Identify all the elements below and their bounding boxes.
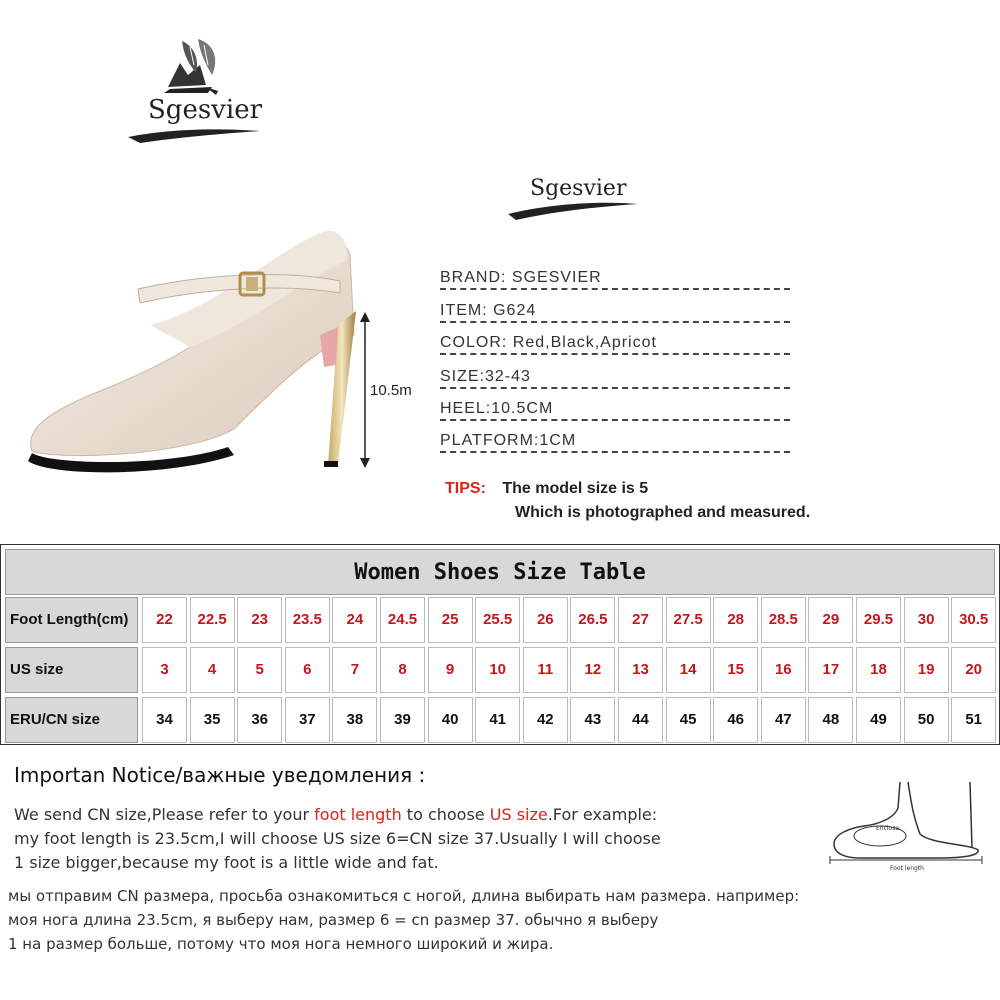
size-table-cell: 11 — [523, 647, 568, 693]
size-table-cell: 29 — [808, 597, 853, 643]
size-table-cell: 36 — [237, 697, 282, 743]
tips-line-1: The model size is 5 — [502, 480, 649, 497]
notice-en-line-2: my foot length is 23.5cm,I will choose US size 6=CN size 37.Usually I will choose — [14, 829, 661, 848]
size-table-cell: 46 — [713, 697, 758, 743]
size-table-cell: 10 — [475, 647, 520, 693]
size-table-row-header: Foot Length(cm) — [5, 597, 138, 643]
size-table-cell: 15 — [713, 647, 758, 693]
size-table-cell: 5 — [237, 647, 282, 693]
foot-icon — [820, 778, 990, 873]
size-table-row — [5, 697, 995, 743]
size-table-cell: 18 — [856, 647, 901, 693]
size-table-cell: 50 — [904, 697, 949, 743]
notice-ru-line-1: мы отправим CN размера, просьба ознакомиться с ногой, длина выбирать нам размера. например: — [8, 887, 800, 905]
tips-block — [445, 480, 810, 522]
size-table-cell: 13 — [618, 647, 663, 693]
notice-ru-line-3: 1 на размер больше, потому что моя нога немного широкий и жира. — [8, 935, 554, 953]
size-table-cell: 48 — [808, 697, 853, 743]
size-table-row — [5, 647, 995, 693]
size-table-cell: 27.5 — [666, 597, 711, 643]
size-table-cell: 43 — [570, 697, 615, 743]
size-table-cell: 4 — [190, 647, 235, 693]
notice-en-line-3: 1 size bigger,because my foot is a little wide and fat. — [14, 853, 439, 872]
notice-text: to choose — [401, 805, 490, 824]
tips-line-2: Which is photographed and measured. — [515, 504, 811, 521]
brand-logo-word: Sgesvier — [148, 95, 263, 125]
spec-brand: BRAND: SGESVIER — [440, 268, 790, 290]
foot-length-label: Foot length — [890, 865, 924, 872]
size-table-cell: 23 — [237, 597, 282, 643]
size-table-cell: 30 — [904, 597, 949, 643]
size-table-cell: 24 — [332, 597, 377, 643]
size-table-cell: 8 — [380, 647, 425, 693]
notice-highlight-foot-length: foot length — [314, 805, 402, 824]
size-table-cell: 20 — [951, 647, 996, 693]
size-table-cell: 12 — [570, 647, 615, 693]
size-table-cell: 44 — [618, 697, 663, 743]
size-table-cell: 23.5 — [285, 597, 330, 643]
size-table-cell: 26.5 — [570, 597, 615, 643]
size-table-title: Women Shoes Size Table — [5, 549, 995, 595]
size-table-cell: 9 — [428, 647, 473, 693]
spec-color: COLOR: Red,Black,Apricot — [440, 333, 790, 355]
size-table — [0, 544, 1000, 745]
size-table-row-header: US size — [5, 647, 138, 693]
foot-measure-diagram — [820, 778, 990, 873]
size-table-cell: 34 — [142, 697, 187, 743]
size-table-cell: 37 — [285, 697, 330, 743]
brand-logo-word: Sgesvier — [530, 176, 627, 201]
size-table-cell: 42 — [523, 697, 568, 743]
size-table-cell: 25 — [428, 597, 473, 643]
size-table-cell: 49 — [856, 697, 901, 743]
pump-shoe-icon — [20, 215, 360, 480]
size-table-cell: 7 — [332, 647, 377, 693]
size-table-cell: 6 — [285, 647, 330, 693]
size-table-cell: 30.5 — [951, 597, 996, 643]
size-table-cell: 19 — [904, 647, 949, 693]
brand-logo-mid — [500, 170, 650, 230]
size-table-cell: 16 — [761, 647, 806, 693]
size-table-cell: 35 — [190, 697, 235, 743]
size-table-cell: 22 — [142, 597, 187, 643]
size-table-cell: 24.5 — [380, 597, 425, 643]
spec-heel: HEEL:10.5CM — [440, 399, 790, 421]
notice-text: .For example: — [547, 805, 658, 824]
size-table-row-header: ERU/CN size — [5, 697, 138, 743]
size-table-cell: 25.5 — [475, 597, 520, 643]
notice-en-line-1 — [14, 805, 657, 824]
enclose-label: Enclose — [876, 825, 900, 832]
size-table-cell: 22.5 — [190, 597, 235, 643]
size-table-cell: 26 — [523, 597, 568, 643]
size-table-row — [5, 597, 995, 643]
spec-platform: PLATFORM:1CM — [440, 431, 790, 453]
size-table-cell: 17 — [808, 647, 853, 693]
size-table-cell: 29.5 — [856, 597, 901, 643]
size-table-cell: 3 — [142, 647, 187, 693]
spec-item: ITEM: G624 — [440, 301, 790, 323]
notice-ru-line-2: моя нога длина 23.5cm, я выберу нам, размер 6 = cn размер 37. обычно я выберу — [8, 911, 659, 929]
size-table-cell: 28 — [713, 597, 758, 643]
notice-title: Importan Notice/важные уведомления : — [14, 763, 426, 787]
notice-highlight-us-size: US size — [489, 805, 548, 824]
swoosh-icon — [500, 170, 650, 230]
size-table-cell: 14 — [666, 647, 711, 693]
size-table-cell: 28.5 — [761, 597, 806, 643]
heel-height-label: 10.5m — [370, 382, 412, 399]
notice-text: We send CN size,Please refer to your — [14, 805, 315, 824]
shoe-image — [20, 215, 360, 480]
brand-logo-top — [120, 35, 270, 155]
size-table-cell: 27 — [618, 597, 663, 643]
size-table-cell: 47 — [761, 697, 806, 743]
size-table-cell: 40 — [428, 697, 473, 743]
tips-label: TIPS: — [445, 480, 486, 497]
spec-size: SIZE:32-43 — [440, 367, 790, 389]
size-table-cell: 51 — [951, 697, 996, 743]
size-table-cell: 45 — [666, 697, 711, 743]
size-table-cell: 41 — [475, 697, 520, 743]
size-table-cell: 39 — [380, 697, 425, 743]
size-table-cell: 38 — [332, 697, 377, 743]
